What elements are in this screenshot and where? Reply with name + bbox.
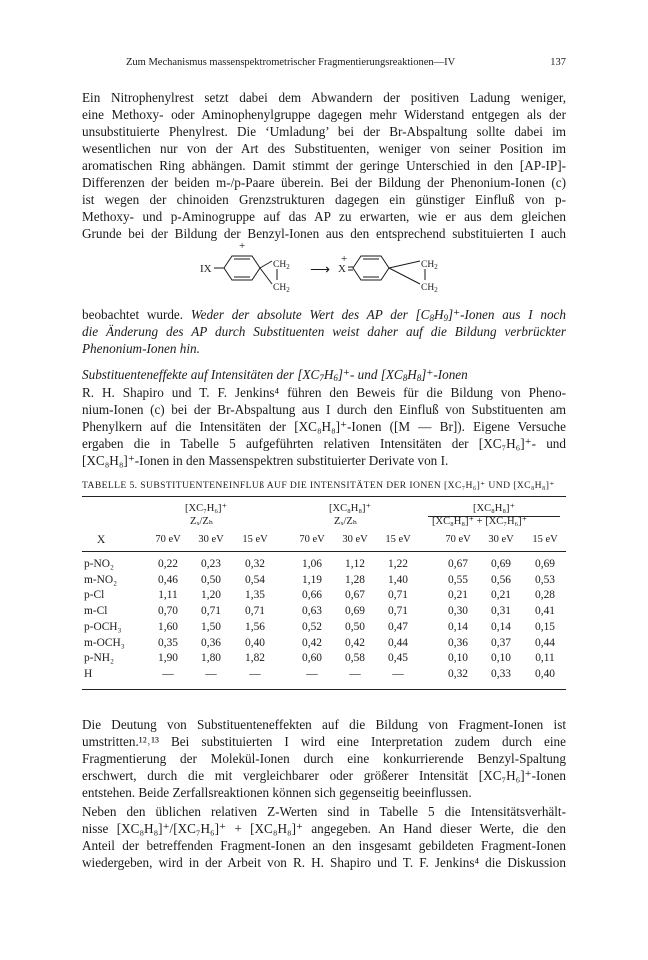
row-substituent: p-NO₂ <box>84 558 114 570</box>
bond-line <box>260 261 272 268</box>
table-cell: 0,66 <box>302 589 322 602</box>
table-cell: 1,56 <box>245 620 265 633</box>
text-line: Differenzen der beiden m-/p-Paare überein. Bei der Bildung der Phenonium-Ionen (c) <box>82 175 566 190</box>
scheme-ch2-bottom-left: $CH_2$ <box>273 283 290 294</box>
bond-line <box>389 268 420 284</box>
text-line: die Änderung des AP durch Substituenten weist daher auf die Bildung verbrückter <box>82 324 566 339</box>
row-substituent: H <box>84 667 93 680</box>
column-header-energy: 30 eV <box>342 534 368 545</box>
text-line: eine Methoxy- oder Aminophenylgruppe dagegen mehr Widerstand entgegen als der <box>82 107 566 122</box>
table-cell: 0,15 <box>535 620 555 633</box>
paragraph-2 <box>82 306 566 357</box>
scheme-ch2-top-left: $CH_2$ <box>273 260 290 271</box>
paragraph-3 <box>82 384 566 469</box>
table-cell: — <box>349 667 361 680</box>
table-cell: — <box>162 667 174 680</box>
table-cell: 0,60 <box>302 652 322 665</box>
row-substituent: p-Cl <box>84 589 105 602</box>
table-group-header: [XC₈H₈]⁺ <box>473 503 516 514</box>
bond-line <box>389 261 420 268</box>
table-cell: 0,56 <box>491 573 511 586</box>
table-cell: 0,46 <box>158 573 178 586</box>
text-line: Ein Nitrophenylrest setzt dabei dem Abwandern der positiven Ladung weniger, <box>82 90 566 105</box>
table-rule-top <box>82 496 566 497</box>
table-cell: 0,71 <box>245 605 265 618</box>
ring-left <box>224 256 260 280</box>
table-cell: 1,80 <box>201 652 221 665</box>
table-cell: 0,67 <box>448 558 468 570</box>
table-cell: 0,44 <box>535 636 555 649</box>
table-cell: 0,22 <box>158 558 178 570</box>
table-cell: 0,50 <box>345 620 365 633</box>
scheme-ch2-top-right: $CH_2$ <box>421 260 438 271</box>
text-line: ist wegen der chinoiden Grenzstrukturen dagegen ein günstiger Einfluß von p- <box>82 192 566 207</box>
paragraph-5 <box>82 803 566 871</box>
paragraph-4 <box>82 716 566 801</box>
text-line: nisse [XC₈H₈]⁺/[XC₇H₆]⁺ + [XC₈H₈]⁺ angegeben. An Hand dieser Werte, die den <box>82 821 566 836</box>
text-line: Phenylkern auf die Intensitäten der [XC₈H₈]⁺-Ionen ([M — Br]). Eigene Versuche <box>82 419 566 434</box>
table-cell: 0,40 <box>245 636 265 649</box>
table-cell: 0,21 <box>491 589 511 602</box>
table-cell: 0,71 <box>201 605 221 618</box>
table-cell: 0,35 <box>158 636 178 649</box>
scheme-plus-right: + <box>341 253 348 265</box>
scheme-plus-left: + <box>239 240 246 252</box>
table-ratio-header: Zₓ/Zₕ <box>190 516 214 527</box>
table-ratio-header: Zₓ/Zₕ <box>334 516 358 527</box>
text-line: Methoxy- und p-Aminogruppe auf das AP zu erwarten, wie er aus dem gleichen <box>82 209 566 224</box>
column-header-energy: 70 eV <box>445 534 471 545</box>
table-cell: 1,12 <box>345 558 365 570</box>
table-cell: 0,36 <box>201 636 221 649</box>
table-cell: 0,41 <box>535 605 555 618</box>
column-header-energy: 30 eV <box>488 534 514 545</box>
table-cell: 0,32 <box>245 558 265 570</box>
text-line: Neben den üblichen relativen Z-Werten sind in Tabelle 5 die Intensitätsverhält- <box>82 804 566 819</box>
text-line: beobachtet wurde. Weder der absolute Wert des AP der $[C_8H_9]^+$-Ionen aus I noch <box>82 307 566 323</box>
table-cell: 1,06 <box>302 558 322 570</box>
text-line: R. H. Shapiro und T. F. Jenkins⁴ führen den Beweis für die Bildung von Pheno- <box>82 385 566 400</box>
table-cell: 1,19 <box>302 573 322 586</box>
column-header-energy: 70 eV <box>155 534 181 545</box>
table-cell: 0,71 <box>388 589 408 602</box>
paragraph-1 <box>82 89 566 242</box>
table-cell: 0,69 <box>535 558 555 570</box>
ring-right <box>353 256 389 280</box>
text-line: umstritten.¹²˒¹³ Bei substituierten I wird eine Interpretation zudem durch eine <box>82 734 566 749</box>
text-line: aromatischen Ring abhängen. Damit stimmt der geringe Unterschied in den [AP-IP]- <box>82 158 566 173</box>
text-line: [XC₈H₈]⁺-Ionen in den Massenspektren substituierter Derivate von I. <box>82 453 449 468</box>
table-cell: — <box>205 667 217 680</box>
table-cell: 1,11 <box>158 589 178 602</box>
row-substituent: m-Cl <box>84 605 108 618</box>
table-cell: 0,31 <box>491 605 511 618</box>
table-cell: 0,28 <box>535 589 555 602</box>
table-cell: 0,11 <box>535 652 555 665</box>
ratio-fraction-rule <box>428 516 560 517</box>
table-cell: 0,32 <box>448 667 468 680</box>
section-heading: Substituenteneffekte auf Intensitäten der $[XC_7H_6]^+-$ und $[XC_8H_8]^+$-Ionen <box>82 367 468 383</box>
row-substituent: p-OCH₃ <box>84 620 122 633</box>
table-cell: 0,69 <box>345 605 365 618</box>
text-line: Die Deutung von Substituenteneffekten auf die Bildung von Fragment-Ionen ist <box>82 717 566 732</box>
table-cell: 1,60 <box>158 620 178 633</box>
table-cell: 0,23 <box>201 558 221 570</box>
table-cell: — <box>392 667 404 680</box>
column-header-energy: 70 eV <box>299 534 325 545</box>
table-cell: 0,30 <box>448 605 468 618</box>
row-substituent: p-NH₂ <box>84 652 114 665</box>
column-header-energy: 30 eV <box>198 534 224 545</box>
table-cell: 1,50 <box>201 620 221 633</box>
text-line: ergaben die in Tabelle 5 aufgeführten relativen Intensitäten der [XC₇H₆]⁺- und <box>82 436 566 451</box>
scheme-ch2-bottom-right: $CH_2$ <box>421 283 438 294</box>
table-cell: — <box>306 667 318 680</box>
column-header-energy: 15 eV <box>242 534 268 545</box>
table-cell: 0,52 <box>302 620 322 633</box>
table-cell: 0,55 <box>448 573 468 586</box>
table-cell: 0,42 <box>345 636 365 649</box>
text-line: Grunde bei der Bildung der Benzyl-Ionen aus den entsprechend substituierten I auch <box>82 226 566 241</box>
table-cell: 0,67 <box>345 589 365 602</box>
table-cell: 1,22 <box>388 558 408 570</box>
table-ratio-header: [XC₈H₈]⁺ + [XC₇H₆]⁺ <box>432 516 528 527</box>
column-header-energy: 15 eV <box>532 534 558 545</box>
text-line: nium-Ionen (c) bei der Br-Abspaltung aus I durch den Einfluß von Substituenten am <box>82 402 566 417</box>
table-cell: 1,90 <box>158 652 178 665</box>
table-cell: 0,47 <box>388 620 408 633</box>
table-cell: 1,82 <box>245 652 265 665</box>
table-cell: 1,35 <box>245 589 265 602</box>
table-cell: 0,10 <box>491 652 511 665</box>
text-line: entstehen. Beide Zerfallsreaktionen können sich gegenseitig beeinflussen. <box>82 785 472 800</box>
table-cell: 1,40 <box>388 573 408 586</box>
table-cell: 0,45 <box>388 652 408 665</box>
table-cell: 0,14 <box>491 620 511 633</box>
text-line: wiedergeben, wird in der Arbeit von R. H. Shapiro und T. F. Jenkins⁴ die Diskussion <box>82 855 566 870</box>
table-cell: 0,50 <box>201 573 221 586</box>
row-substituent: m-NO₂ <box>84 573 118 586</box>
table-group-header: [XC₇H₆]⁺ <box>185 503 228 514</box>
table-cell: 0,53 <box>535 573 555 586</box>
text-line: wesentlichen nur von der Art des Substituenten, weniger von seiner Position im <box>82 141 566 156</box>
row-substituent: m-OCH₃ <box>84 636 125 649</box>
table-cell: 0,44 <box>388 636 408 649</box>
table-rule-mid <box>82 551 566 552</box>
table-cell: — <box>249 667 261 680</box>
table-cell: 1,20 <box>201 589 221 602</box>
table-cell: 0,36 <box>448 636 468 649</box>
table-cell: 0,54 <box>245 573 265 586</box>
scheme-left-substituent: IX <box>200 263 212 275</box>
table-cell: 0,21 <box>448 589 468 602</box>
table-cell: 0,63 <box>302 605 322 618</box>
table-cell: 0,69 <box>491 558 511 570</box>
table-cell: 0,33 <box>491 667 511 680</box>
text-line: Fragmentierung der Molekül-Ionen durch eine konkurrierende Benzyl-Spaltung <box>82 751 566 766</box>
table-cell: 0,71 <box>388 605 408 618</box>
table-cell: 1,28 <box>345 573 365 586</box>
table-rule-bottom <box>82 689 566 690</box>
table-cell: 0,14 <box>448 620 468 633</box>
page-number: 137 <box>550 57 566 68</box>
reaction-scheme <box>200 240 460 296</box>
table-cell: 0,37 <box>491 636 511 649</box>
text-line: Anteil der betreffenden Fragment-Ionen an den insgesamt gebildeten Fragment-Ionen <box>82 838 566 853</box>
bond-line <box>260 268 272 284</box>
table-cell: 0,10 <box>448 652 468 665</box>
reaction-arrow: ⟶ <box>310 263 331 278</box>
text-line: erschwert, durch die mit vergleichbarer oder größerer Intensität [XC₇H₆]⁺-Ionen <box>82 768 566 783</box>
column-header-energy: 15 eV <box>385 534 411 545</box>
table-caption: TABELLE 5. SUBSTITUENTENEINFLUß AUF DIE INTENSITÄTEN DER IONEN [XC₇H₆]⁺ UND [XC₈H₈]⁺ <box>82 480 555 491</box>
table-cell: 0,40 <box>535 667 555 680</box>
running-title: Zum Mechanismus massenspektrometrischer Fragmentierungsreaktionen—IV <box>126 57 456 68</box>
table-cell: 0,42 <box>302 636 322 649</box>
text-line: Phenonium-Ionen hin. <box>82 341 200 356</box>
table-cell: 0,70 <box>158 605 178 618</box>
table-cell: 0,58 <box>345 652 365 665</box>
text-line: unsubstituierte Phenylrest. Die ‘Umladung’ bei der Br-Abspaltung sollte dabei im <box>82 124 566 139</box>
column-header-x: X <box>97 534 106 546</box>
table-group-header: [XC₈H₈]⁺ <box>329 503 372 514</box>
scheme-right-substituent: X <box>338 263 346 275</box>
